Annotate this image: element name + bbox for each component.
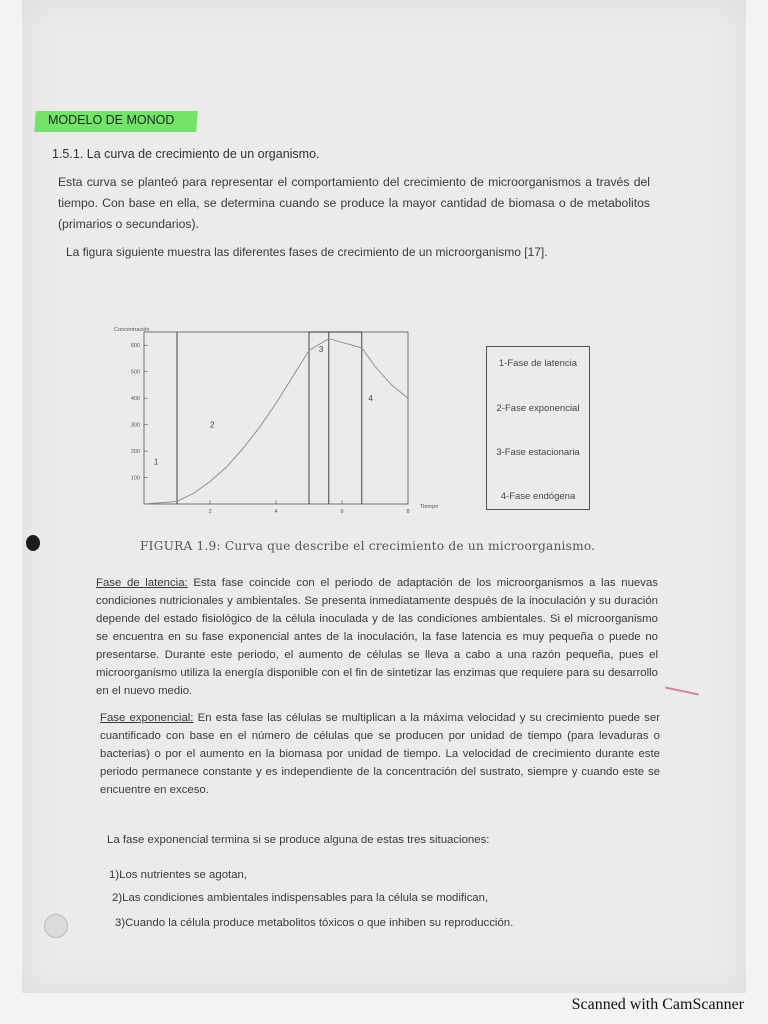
punch-hole-top <box>26 535 40 551</box>
legend-item-estacionaria: 3-Fase estacionaria <box>496 447 580 458</box>
phase-label: 4 <box>368 393 373 403</box>
scanner-watermark: Scanned with CamScanner <box>571 996 744 1013</box>
y-tick-label: 400 <box>130 396 140 403</box>
latencia-term: Fase de latencia: <box>96 577 188 589</box>
exponencial-paragraph <box>100 709 660 799</box>
phase-label: 2 <box>210 420 215 430</box>
x-tick-label: 6 <box>340 509 344 515</box>
figure-intro-text: La figura siguiente muestra las diferentes fases de crecimiento de un microorganismo [17]. <box>66 245 548 259</box>
x-axis-label: Tiempo <box>420 504 439 510</box>
legend-item-exponencial: 2-Fase exponencial <box>496 403 580 414</box>
y-tick-label: 600 <box>130 343 140 350</box>
legend-item-endogena: 4-Fase endógena <box>500 491 576 502</box>
list-intro: La fase exponencial termina si se produce alguna de estas tres situaciones: <box>107 834 490 846</box>
latencia-paragraph <box>96 574 658 700</box>
phase-label: 3 <box>318 344 324 354</box>
exponencial-term: Fase exponencial: <box>100 712 194 724</box>
y-axis-label: Concentración <box>114 327 150 333</box>
growth-curve-chart <box>100 322 460 520</box>
x-tick-label: 2 <box>208 509 212 515</box>
intro-paragraph: Esta curva se planteó para representar el comportamiento del crecimiento de microorganismos a través del tiempo. Con base en ella, se determina cuando se produce la mayor cantidad de biomasa o de metabolitos (primarios o secundarios). <box>58 175 650 231</box>
y-tick-label: 100 <box>130 475 140 482</box>
y-tick-label: 500 <box>130 369 140 376</box>
legend-item-latencia: 1-Fase de latencia <box>498 358 578 369</box>
growth-curve-line <box>144 339 408 504</box>
section-title: 1.5.1. La curva de crecimiento de un organismo. <box>52 147 320 161</box>
figure-caption: FIGURA 1.9: Curva que describe el crecimiento de un microorganismo. <box>140 539 596 553</box>
x-tick-label: 4 <box>274 509 278 515</box>
x-tick-label: 8 <box>406 509 410 515</box>
list-item: 1)Los nutrientes se agotan, <box>109 869 248 881</box>
y-tick-label: 200 <box>130 449 140 456</box>
punch-hole-bottom <box>44 914 68 938</box>
y-tick-label: 300 <box>130 422 140 429</box>
phase-label: 1 <box>153 457 159 467</box>
list-item: 2)Las condiciones ambientales indispensables para la célula se modifican, <box>112 892 489 904</box>
exponencial-text: En esta fase las células se multiplican a la máxima velocidad y su crecimiento puede ser cuantificado con base en el número de células que se producen por unidad de tiempo (para levaduras o bacterias) o por el aumento en la biomasa por unidad de tiempo. La velocidad de crecimiento durante este periodo permanece constante y es independiente de la concentración del sustrato, siempre y cuando este se encuentre en exceso. <box>100 712 660 796</box>
latencia-text: Esta fase coincide con el periodo de adaptación de los microorganismos a las nuevas condiciones nutricionales y ambientales. Se presenta inmediatamente después de la inoculación y su duración depende del estado fisiológico de la célula inoculada y de las condiciones ambientales. Si el microorganismo se encuentra en su fase exponencial antes de la inoculación, la fase latencia es muy pequeña o puede no presentarse. Durante este periodo, el aumento de células se lleva a cabo a una razón pequeña, pues el microorganismo utiliza la energía disponible con el fin de sintetizar las enzimas que requiere para su desarrollo en el nuevo medio. <box>96 577 658 697</box>
list-item: 3)Cuando la célula produce metabolitos tóxicos o que inhiben su reproducción. <box>115 917 514 929</box>
legend-box <box>486 346 590 510</box>
page-heading: MODELO DE MONOD <box>48 113 175 127</box>
